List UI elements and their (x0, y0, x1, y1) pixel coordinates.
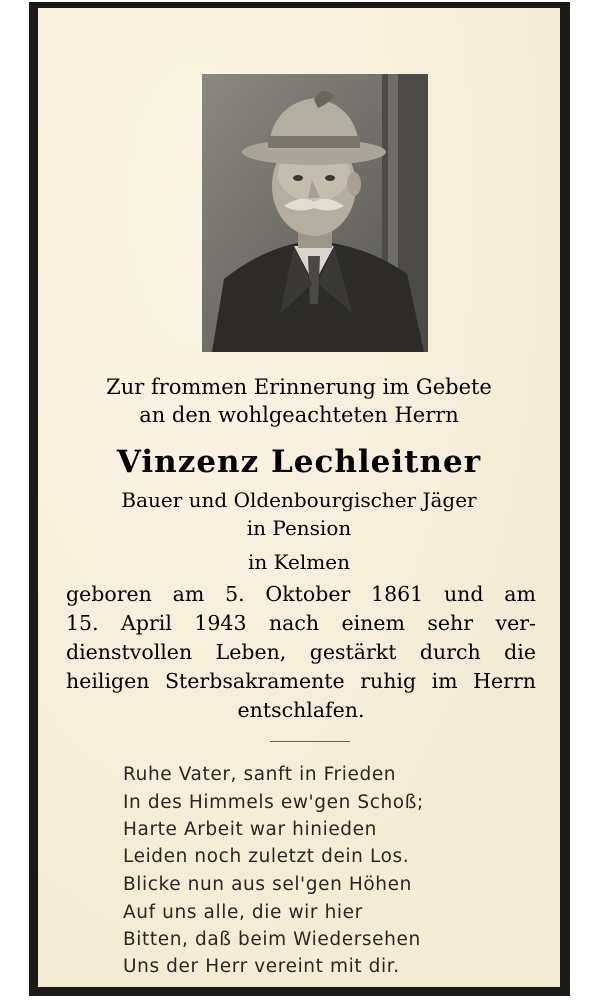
bio-word: 5. (225, 582, 245, 606)
portrait-photo (202, 74, 428, 352)
residence-line: in Kelmen (248, 550, 350, 574)
bio-word: die (504, 640, 536, 664)
bio-word: Oktober (265, 582, 351, 606)
bio-word: nach (268, 611, 320, 635)
poem-line-7: Bitten, daß beim Wiedersehen (123, 929, 421, 950)
bio-word: 1861 (371, 582, 424, 606)
poem-line-4: Leiden noch zuletzt dein Los. (123, 846, 410, 867)
bio-word: am (172, 582, 205, 606)
bio-word: ruhig (360, 669, 417, 693)
bio-word: im (431, 669, 458, 693)
bio-word: einem (341, 611, 405, 635)
bio-word: geboren (66, 582, 152, 606)
poem-line-2: In des Himmels ew'gen Schoß; (123, 792, 424, 813)
bio-word: gestärkt (309, 640, 397, 664)
bio-word: Leben, (215, 640, 287, 664)
bio-word: Herrn (473, 669, 536, 693)
bio-word: sehr (427, 611, 474, 635)
bio-word: am (504, 582, 536, 606)
occupation-line-2: in Pension (246, 516, 352, 540)
bio-line-2 (66, 611, 536, 635)
poem-line-1: Ruhe Vater, sanft in Frieden (123, 764, 397, 785)
bio-word: April (121, 611, 172, 635)
divider-rule (270, 741, 350, 742)
bio-line-5 (66, 698, 536, 722)
occupation-line-1: Bauer und Oldenbourgischer Jäger (121, 488, 477, 512)
bio-word: heiligen (66, 669, 150, 693)
bio-word: und (443, 582, 484, 606)
bio-word: entschlafen. (237, 698, 365, 722)
poem-line-6: Auf uns alle, die wir hier (123, 902, 363, 923)
poem-line-3: Harte Arbeit war hinieden (123, 819, 377, 840)
deceased-name: Vinzenz Lechleitner (116, 444, 482, 480)
bio-line-3 (66, 640, 536, 664)
bio-word: Sterbsakramente (165, 669, 345, 693)
card-paper (38, 8, 560, 987)
bio-word: durch (419, 640, 481, 664)
bio-line-1 (66, 582, 536, 606)
memorial-card (29, 2, 570, 996)
bio-word: ver- (495, 611, 536, 635)
poem-line-8: Uns der Herr vereint mit dir. (123, 956, 400, 977)
poem-line-5: Blicke nun aus sel'gen Höhen (123, 874, 412, 895)
bio-word: dienstvollen (66, 640, 193, 664)
bio-word: 15. (66, 611, 99, 635)
bio-word: 1943 (194, 611, 247, 635)
bio-line-4 (66, 669, 536, 693)
intro-line-1: Zur frommen Erinnerung im Gebete (106, 375, 492, 399)
intro-line-2: an den wohlgeachteten Herrn (139, 403, 459, 427)
